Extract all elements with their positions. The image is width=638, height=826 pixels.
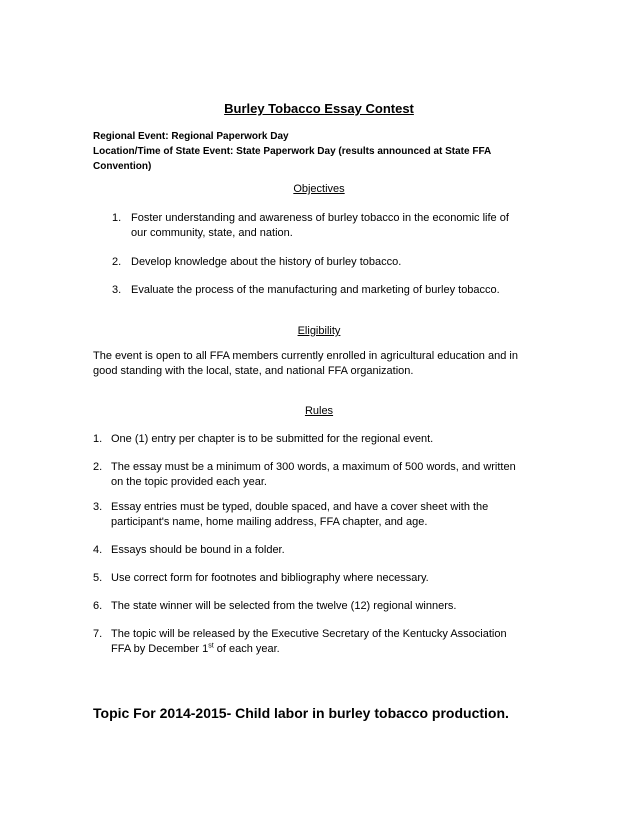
objectives-heading: Objectives [293,183,345,195]
document-title: Burley Tobacco Essay Contest [224,101,414,116]
eligibility-line: good standing with the local, state, and national FFA organization. [93,365,414,377]
state-event-line-1: Location/Time of State Event: State Paperwork Day (results announced at State FFA [93,146,492,157]
rule-text: The state winner will be selected from the twelve (12) regional winners. [111,600,457,612]
rule-text-line: participant's name, home mailing address, FFA chapter, and age. [111,516,428,528]
eligibility-heading: Eligibility [297,325,341,337]
rule-text [111,627,541,657]
objective-text [131,211,541,241]
rule-number: 4. [93,544,103,556]
event-info [93,129,533,174]
objective-text: Evaluate the process of the manufacturing and marketing of burley tobacco. [131,284,500,296]
eligibility-paragraph [93,349,543,379]
objective-text: Develop knowledge about the history of burley tobacco. [131,256,402,268]
rule-text-line: Essay entries must be typed, double spaced, and have a cover sheet with the [111,501,489,513]
rule-number: 5. [93,572,103,584]
rule-text-line: The essay must be a minimum of 300 words, a maximum of 500 words, and written [111,461,516,473]
objective-text-line: Foster understanding and awareness of burley tobacco in the economic life of [131,212,509,224]
ordinal-suffix: st [208,642,214,650]
rule-text [111,460,541,490]
rule-text: One (1) entry per chapter is to be submitted for the regional event. [111,433,434,445]
eligibility-line: The event is open to all FFA members currently enrolled in agricultural education and in [93,350,518,362]
rule-text-part: FFA by December 1 [111,643,209,655]
regional-event-line: Regional Event: Regional Paperwork Day [93,131,289,142]
rule-text: Use correct form for footnotes and bibliography where necessary. [111,572,429,584]
rule-text-line: The topic will be released by the Executive Secretary of the Kentucky Association [111,628,507,640]
rule-text: Essays should be bound in a folder. [111,544,285,556]
rule-number: 2. [93,461,103,473]
objective-number: 2. [112,256,122,268]
objective-number: 3. [112,284,122,296]
rule-number: 6. [93,600,103,612]
objective-text-line: our community, state, and nation. [131,227,293,239]
rule-text-line [111,642,541,657]
state-event-line-2: Convention) [93,161,152,172]
objective-number: 1. [112,212,122,224]
rules-heading: Rules [304,405,334,417]
rule-number: 1. [93,433,103,445]
rule-text [111,500,541,530]
rule-text-line: on the topic provided each year. [111,476,267,488]
topic-statement: Topic For 2014-2015- Child labor in burley tobacco production. [93,705,509,721]
rule-number: 7. [93,628,103,640]
rule-text-part: of each year. [213,643,280,655]
rule-number: 3. [93,501,103,513]
